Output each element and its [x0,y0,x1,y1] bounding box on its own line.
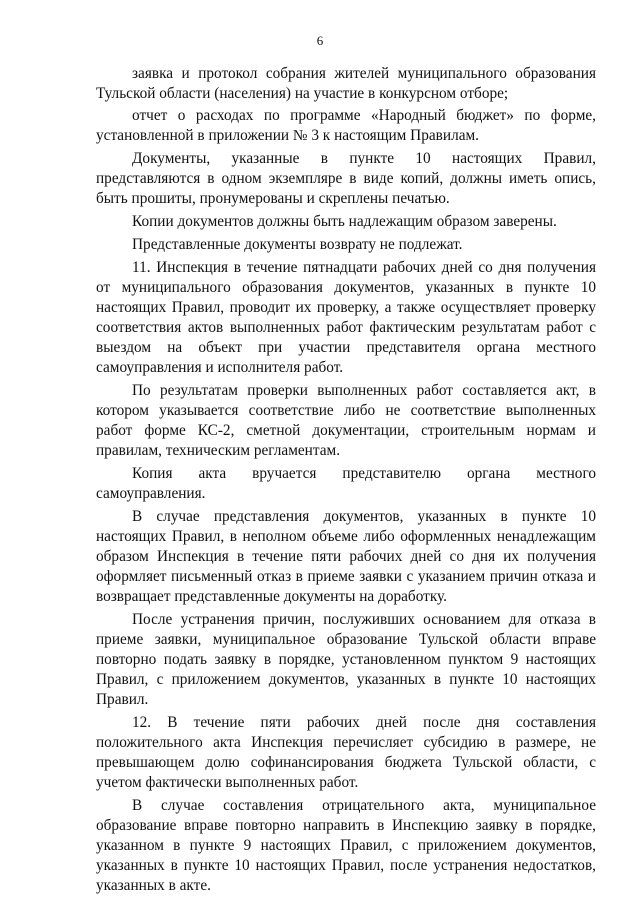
paragraph-refusal: В случае представления документов, указанных в пункте 10 настоящих Правил, в неполном объеме либо оформленных ненадлежащим образом Инспекция в течение пяти рабочих дней со дня их получения оформляет письменный отказ в приеме заявки с указанием причин отказа и возвращает представленные документы на доработку. [96,508,596,605]
paragraph-clause-11: 11. Инспекция в течение пятнадцати рабочих дней со дня получения от муниципального образования документов, указанных в пункте 10 настоящих Правил, проводит их проверку, а также осуществляет проверку соответствия актов выполненных работ фактическим результатам работ с выездом на объект при участии представителя органа местного самоуправления и исполнителя работ. [96,259,596,376]
paragraph-resubmission: После устранения причин, послуживших основанием для отказа в приеме заявки, муниципальное образование Тульской области вправе повторно подать заявку в порядке, установленном пунктом 9 настоящих Правил, с приложением документов, указанных в пункте 10 настоящих Правил. [96,611,596,708]
paragraph-application: заявка и протокол собрания жителей муниципального образования Тульской области (населения) на участие в конкурсном отборе; [96,65,596,102]
paragraph-act-copy: Копия акта вручается представителю органа местного самоуправления. [96,465,596,502]
paragraph-inspection-act: По результатам проверки выполненных работ составляется акт, в котором указывается соответствие либо не соответствие выполненных работ форме КС-2, сметной документации, строительным нормам и правилам, техническим регламентам. [96,382,596,459]
paragraph-copies-certified: Копии документов должны быть надлежащим образом заверены. [132,213,557,230]
paragraph-expense-report: отчет о расходах по программе «Народный бюджет» по форме, установленной в приложении № 3 к настоящим Правилам. [96,107,596,144]
paragraph-documents-format: Документы, указанные в пункте 10 настоящих Правил, представляются в одном экземпляре в виде копий, должны иметь опись, быть прошиты, пронумерованы и скреплены печатью. [96,150,596,207]
document-body [96,64,596,896]
page-number: 6 [316,33,324,48]
paragraph-no-return: Представленные документы возврату не подлежат. [132,236,463,253]
paragraph-clause-12: 12. В течение пяти рабочих дней после дня составления положительного акта Инспекция перечисляет субсидию в размере, не превышающем долю софинансирования бюджета Тульской области, с учетом фактически выполненных работ. [96,714,596,791]
paragraph-negative-act: В случае составления отрицательного акта, муниципальное образование вправе повторно направить в Инспекцию заявку в порядке, указанном в пункте 9 настоящих Правил, с приложением документов, указанных в пункте 10 настоящих Правил, после устранения недостатков, указанных в акте. [96,797,596,894]
